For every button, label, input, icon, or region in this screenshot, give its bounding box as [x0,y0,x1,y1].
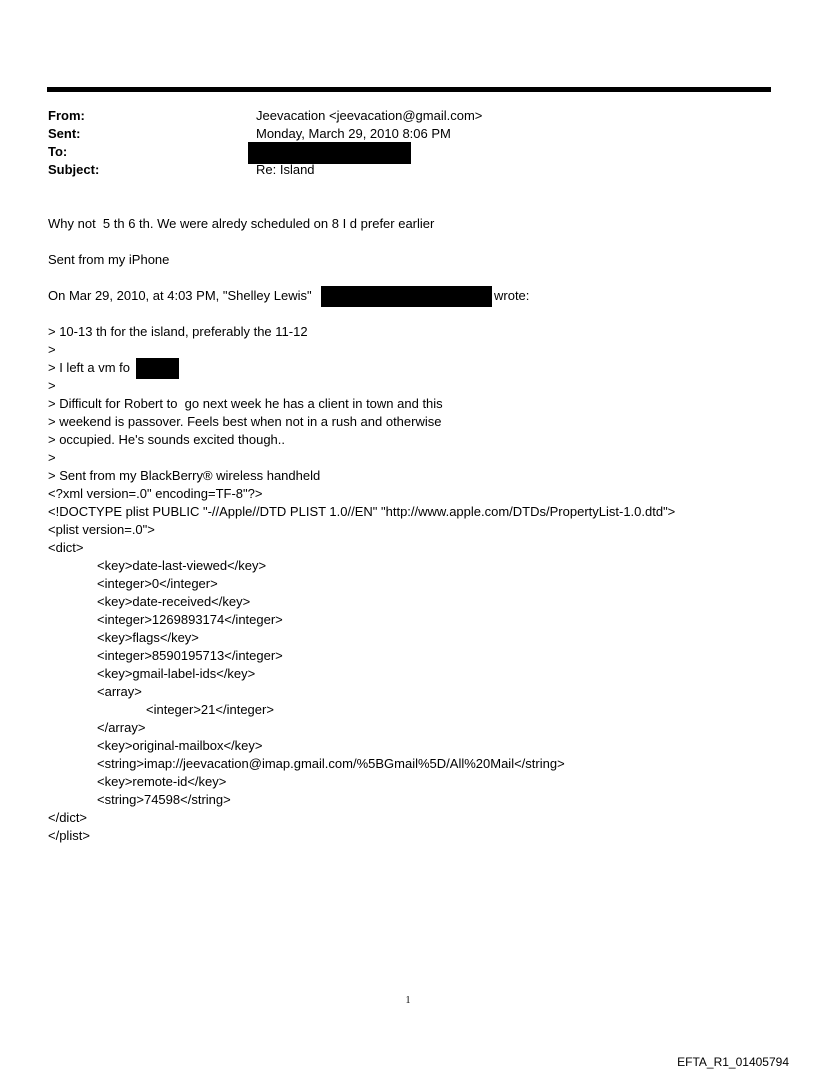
plist-line: <dict> [48,540,84,555]
signature-line: Sent from my iPhone [48,252,170,267]
reply-attribution: On Mar 29, 2010, at 4:03 PM, "Shelley Lewis" [48,288,312,303]
quoted-line: > weekend is passover. Feels best when not in a rush and otherwise [48,414,442,429]
from-label: From: [48,108,85,123]
plist-line: <key>remote-id</key> [97,774,227,789]
subject-label: Subject: [48,162,100,177]
plist-line: <integer>8590195713</integer> [97,648,283,663]
plist-line: <integer>0</integer> [97,576,218,591]
to-label: To: [48,144,68,159]
quoted-line: > Sent from my BlackBerry® wireless handheld [48,468,321,483]
quoted-line: > occupied. He's sounds excited though.. [48,432,285,447]
plist-line: <string>imap://jeevacation@imap.gmail.com/%5BGmail%5D/All%20Mail</string> [97,756,565,771]
plist-line: <integer>1269893174</integer> [97,612,283,627]
quoted-line: > [48,342,56,357]
sent-value: Monday, March 29, 2010 8:06 PM [256,126,451,141]
plist-line: <array> [97,684,142,699]
plist-line: <key>date-last-viewed</key> [97,558,267,573]
email-redaction [321,286,492,307]
quoted-line: > I left a vm fo [48,360,131,375]
from-value: Jeevacation <jeevacation@gmail.com> [256,108,483,123]
plist-line: <key>date-received</key> [97,594,251,609]
bates-number: EFTA_R1_01405794 [677,1055,789,1069]
plist-line: </dict> [48,810,88,825]
plist-line: <string>74598</string> [97,792,231,807]
plist-line: <key>gmail-label-ids</key> [97,666,256,681]
plist-line: <key>flags</key> [97,630,199,645]
plist-line: <?xml version=.0" encoding=TF-8"?> [48,486,263,501]
name-redaction [136,358,179,379]
quoted-line: > [48,450,56,465]
quoted-line: > Difficult for Robert to go next week he has a client in town and this [48,396,443,411]
reply-wrote: wrote: [494,288,530,303]
subject-value: Re: Island [256,162,315,177]
quoted-line: > 10-13 th for the island, preferably the 11-12 [48,324,308,339]
quoted-line: > [48,378,56,393]
plist-line: <key>original-mailbox</key> [97,738,263,753]
message-line: Why not 5 th 6 th. We were alredy scheduled on 8 I d prefer earlier [48,216,435,231]
page-number: 1 [405,995,411,1006]
plist-line: <!DOCTYPE plist PUBLIC "-//Apple//DTD PLIST 1.0//EN" "http://www.apple.com/DTDs/PropertyList-1.0.dtd"> [48,504,676,519]
plist-line: </array> [97,720,146,735]
header-rule [47,87,771,92]
sent-label: Sent: [48,126,81,141]
plist-line: </plist> [48,828,90,843]
plist-line: <plist version=.0"> [48,522,155,537]
plist-line: <integer>21</integer> [146,702,274,717]
